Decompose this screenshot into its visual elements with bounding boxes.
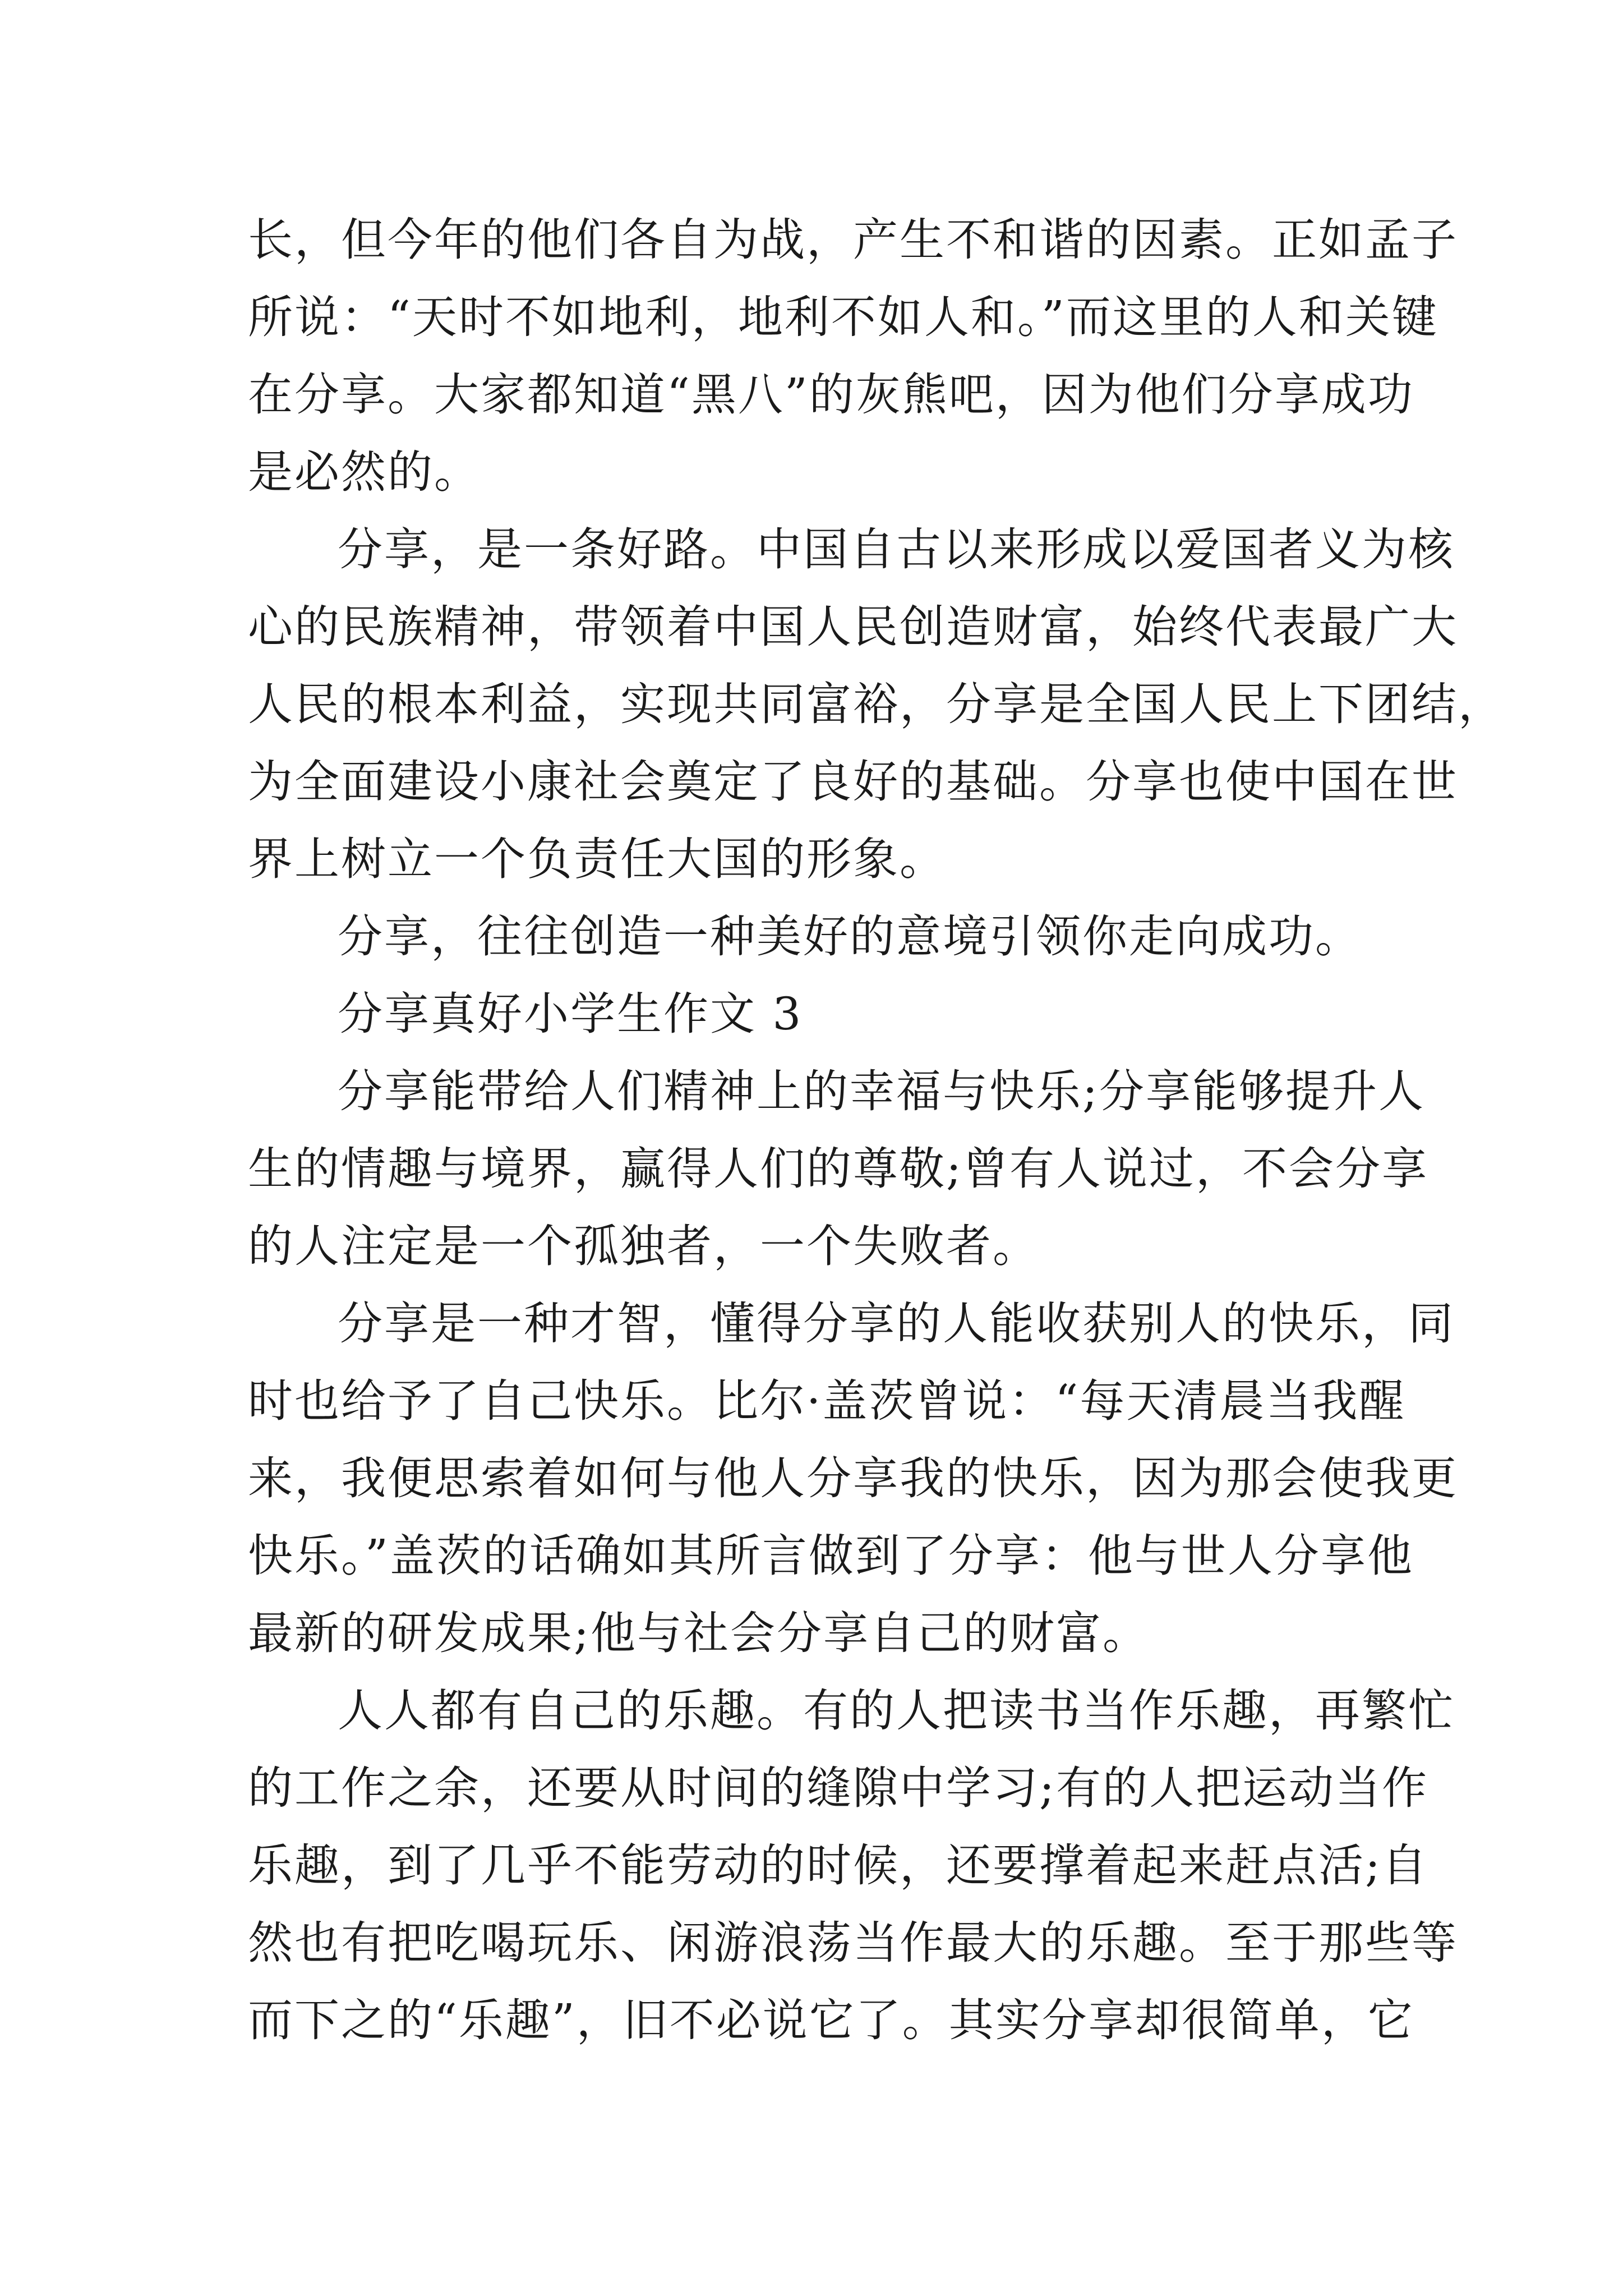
text-line: 而下之的“乐趣”，旧不必说它了。其实分享却很简单，它 xyxy=(248,1994,1414,2046)
text-line: 为全面建设小康社会奠定了良好的基础。分享也使中国在世 xyxy=(248,756,1458,808)
text-line: 所说：“天时不如地利，地利不如人和。”而这里的人和关键 xyxy=(248,291,1438,343)
text-line: 生的情趣与境界，赢得人们的尊敬;曾有人说过，不会分享 xyxy=(248,1143,1428,1195)
text-line: 来，我便思索着如何与他人分享我的快乐，因为那会使我更 xyxy=(248,1452,1458,1504)
paragraph-first-line: 分享是一种才智，懂得分享的人能收获别人的快乐，同 xyxy=(338,1297,1455,1350)
paragraph-first-line: 人人都有自己的乐趣。有的人把读书当作乐趣，再繁忙 xyxy=(338,1685,1455,1737)
text-line: 长，但今年的他们各自为战，产生不和谐的因素。正如孟子 xyxy=(248,214,1458,266)
text-line: 的人注定是一个孤独者，一个失败者。 xyxy=(248,1220,1039,1272)
text-line: 然也有把吃喝玩乐、闲游浪荡当作最大的乐趣。至于那些等 xyxy=(248,1917,1458,1969)
paragraph-first-line: 分享能带给人们精神上的幸福与快乐;分享能够提升人 xyxy=(338,1065,1425,1117)
text-line: 界上树立一个负责任大国的形象。 xyxy=(248,833,946,885)
text-line: 时也给予了自己快乐。比尔·盖茨曾说：“每天清晨当我醒 xyxy=(248,1375,1406,1427)
text-line: 乐趣，到了几乎不能劳动的时候，还要撑着起来赶点活;自 xyxy=(248,1839,1428,1892)
text-line: 快乐。”盖茨的话确如其所言做到了分享：他与世人分享他 xyxy=(248,1530,1414,1582)
text-line: 心的民族精神，带领着中国人民创造财富，始终代表最广大 xyxy=(248,601,1458,653)
text-line: 的工作之余，还要从时间的缝隙中学习;有的人把运动当作 xyxy=(248,1762,1428,1814)
text-line: 最新的研发成果;他与社会分享自己的财富。 xyxy=(248,1607,1149,1659)
text-line: 人民的根本利益，实现共同富裕，分享是全国人民上下团结， xyxy=(248,678,1505,730)
section-heading: 分享真好小学生作文 3 xyxy=(338,988,803,1040)
paragraph-first-line: 分享，是一条好路。中国自古以来形成以爱国者义为核 xyxy=(338,523,1455,576)
text-line: 是必然的。 xyxy=(248,446,481,498)
text-line: 在分享。大家都知道“黑八”的灰熊吧，因为他们分享成功 xyxy=(248,369,1414,421)
paragraph-first-line: 分享，往往创造一种美好的意境引领你走向成功。 xyxy=(338,910,1362,963)
